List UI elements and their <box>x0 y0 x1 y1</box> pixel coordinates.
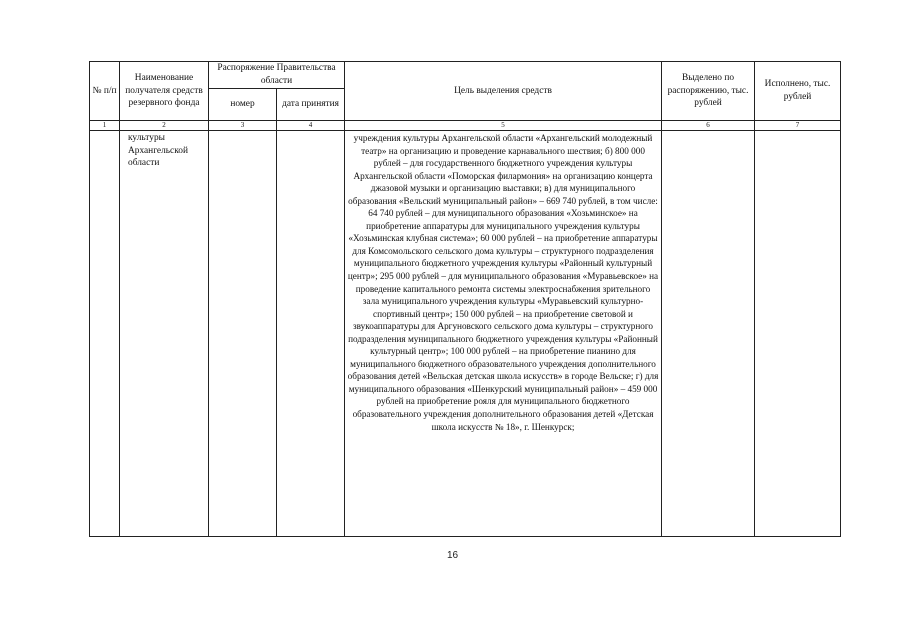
executed-cell <box>755 131 841 537</box>
allocated-cell <box>662 131 755 537</box>
header-row-top <box>90 62 841 89</box>
column-number-row <box>90 121 841 131</box>
header-order-number: номер <box>209 89 277 121</box>
purpose-cell: учреждения культуры Архангельской области «Архангельский молодежный театр» на организацию и проведение карнавального шествия; б) 800 000 рублей – для государственного бюджетного учреждения культуры Архангельской области «Поморская филармония» на организацию концерта джазовой музыки и организацию выставки; в) для муниципального образования «Вельский муниципальный район» – 669 740 рублей, в том числе: 64 740 рублей – для муниципального образования «Хозьминское» на приобретение аппаратуры для муниципального учреждения культуры «Хозьминская клубная система»; 60 000 рублей – на приобретение аппаратуры для Комсомольского сельского дома культуры – структурного подразделения муниципального бюджетного учреждения культуры «Районный культурный центр»; 295 000 рублей – для муниципального образования «Муравьевское» на проведение капитального ремонта системы электроснабжения зрительного зала муниципального учреждения культуры «Муравьевский культурно-спортивный центр»; 150 000 рублей – на приобретение световой и звукоаппаратуры для Аргуновского сельского дома культуры – структурного подразделения муниципального бюджетного учреждения культуры «Районный культурный центр»; 100 000 рублей – на приобретение пианино для муниципального бюджетного образовательного учреждения дополнительного образования детей «Вельская детская школа искусств» в городе Вельске; г) для муниципального образования «Шенкурский муниципальный район» – 459 000 рублей на приобретение рояля для муниципального бюджетного образовательного учреждения дополнительного образования детей «Детская школа искусств № 18», г. Шенкурск; <box>345 131 662 537</box>
table-row <box>90 131 841 537</box>
order-number-cell <box>209 131 277 537</box>
order-date-cell <box>277 131 345 537</box>
reserve-fund-table <box>89 61 841 537</box>
header-allocated: Выделено по распоряжению, тыс. рублей <box>662 62 755 121</box>
header-order: Распоряжение Правительства области <box>209 62 345 89</box>
header-recipient: Наименование получателя средств резервного фонда <box>120 62 209 121</box>
header-num: № п/п <box>90 62 120 121</box>
column-number: 6 <box>662 121 755 131</box>
header-purpose: Цель выделения средств <box>345 62 662 121</box>
recipient-cell: культуры Архангельской области <box>120 131 209 537</box>
header-executed: Исполнено, тыс. рублей <box>755 62 841 121</box>
column-number: 3 <box>209 121 277 131</box>
page-number: 16 <box>446 550 459 561</box>
column-number: 5 <box>345 121 662 131</box>
column-number: 7 <box>755 121 841 131</box>
column-number: 2 <box>120 121 209 131</box>
row-num-cell <box>90 131 120 537</box>
column-number: 1 <box>90 121 120 131</box>
header-order-date: дата принятия <box>277 89 345 121</box>
column-number: 4 <box>277 121 345 131</box>
